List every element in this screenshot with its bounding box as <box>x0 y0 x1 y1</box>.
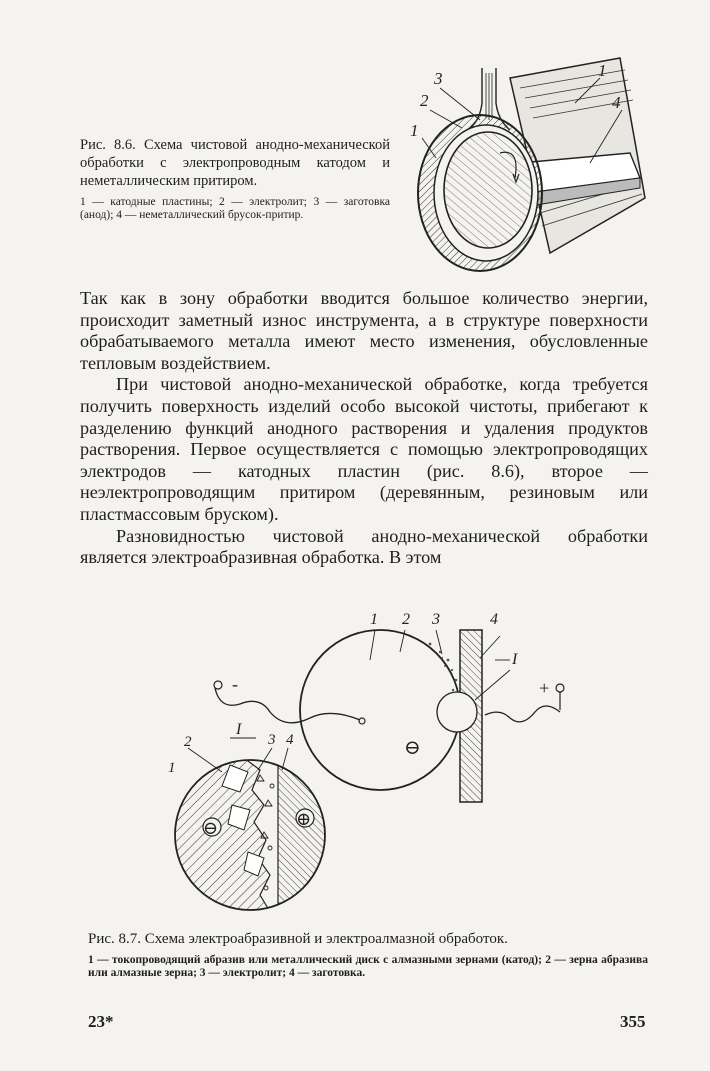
fig86-label-1-front: 1 <box>410 121 419 140</box>
body-text <box>80 288 648 569</box>
figure-8-6 <box>400 48 670 288</box>
figure-8-6-caption-legend: 1 — катодные пластины; 2 — электролит; 3 — заготовка (анод); 4 — неметаллический брусок-притир. <box>80 196 390 221</box>
fig87-detail-label-1: 1 <box>168 760 176 776</box>
disk-sign-minus: ⊖ <box>404 737 421 759</box>
minus-terminal: - <box>232 674 238 694</box>
fig87-label-3-top: 3 <box>432 611 440 628</box>
page-number: 355 <box>620 1012 646 1031</box>
paragraph: Так как в зону обработки вводится большое количество энергии, происходит заметный износ инструмента, а в структуре поверхности обрабатываемого металла имеют место изменения, обусловленные тепловым воздействием. <box>80 288 648 373</box>
figure-8-6-caption-title: Рис. 8.6. Схема чистовой анодно-механической обработки с электропроводным катодом и неметаллическим притиром. <box>80 137 390 189</box>
printer-signature: 23* <box>88 1012 114 1031</box>
fig87-label-1-top: 1 <box>370 611 378 628</box>
figure-8-7-caption-title: Рис. 8.7. Схема электроабразивной и электроалмазной обработок. <box>88 931 508 947</box>
detail-sign-plus: ⊕ <box>296 809 312 829</box>
paragraph: При чистовой анодно-механической обработке, когда требуется получить поверхность изделий особо высокой чистоты, прибегают к разделению функций анодного растворения и удаления продуктов растворения. Первое осуществляется с помощью электропроводящих электродов — катодных пластин (рис. 8.6), второе — неэлектропроводящим притиром (деревянным, резиновым или пластмассовым бруском). <box>80 374 648 524</box>
plus-terminal: + <box>538 678 551 698</box>
figure-8-6-caption <box>80 136 390 222</box>
fig87-detail-title: I <box>236 721 242 738</box>
fig87-detail-label-2: 2 <box>184 734 192 750</box>
fig86-label-2: 2 <box>420 91 429 110</box>
detail-sign-minus: ⊖ <box>203 818 219 838</box>
figure-8-7 <box>160 600 600 930</box>
fig86-label-4: 4 <box>612 93 621 112</box>
figure-8-7-caption <box>88 930 648 980</box>
fig86-label-1-top: 1 <box>598 61 607 80</box>
fig87-label-2-top: 2 <box>402 611 410 628</box>
paragraph: Разновидностью чистовой анодно-механической обработки является электроабразивная обработка. В этом <box>80 525 648 568</box>
fig86-label-3: 3 <box>434 69 443 88</box>
fig87-detail-label-3: 3 <box>268 732 276 748</box>
fig87-label-4-top: 4 <box>490 611 498 628</box>
fig87-detail-mark: I <box>512 651 518 668</box>
figure-8-7-caption-legend: 1 — токопроводящий абразив или металлический диск с алмазными зернами (катод); 2 — зерна абразива или алмазные зерна; 3 — электролит; 4 — заготовка. <box>88 954 648 979</box>
fig87-detail-label-4: 4 <box>286 732 294 748</box>
